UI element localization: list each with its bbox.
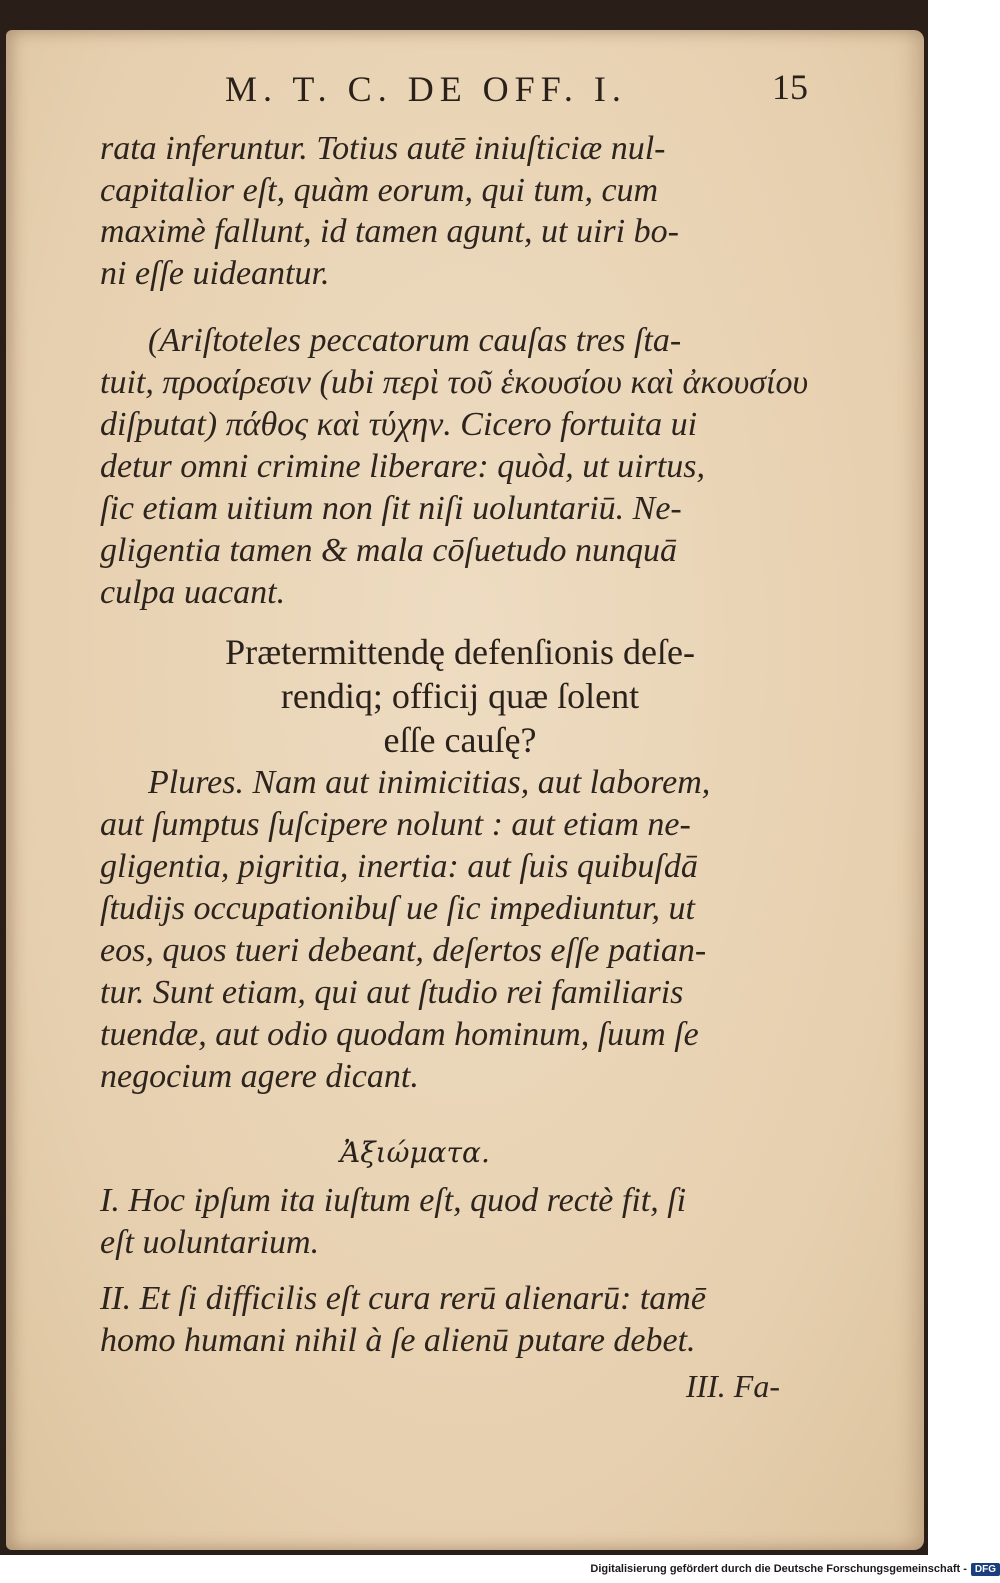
text-line: gligentia, pigritia, inertia: aut ſuis quibuſdā [100, 848, 698, 885]
catchword: III. Fa- [685, 1368, 780, 1404]
axioms-heading: Ἀξιώματα. [340, 1136, 490, 1169]
paragraph-1 [100, 128, 800, 294]
heading-line: eſſe cauſę? [383, 720, 537, 760]
paragraph-3 [100, 762, 800, 1098]
axiom-2 [100, 1278, 820, 1362]
digitization-credit [560, 1558, 1000, 1580]
text-line: aut ſumptus ſuſcipere nolunt : aut etiam ne- [100, 806, 691, 843]
text-line: maximè fallunt, id tamen agunt, ut uiri bo- [100, 213, 679, 250]
text-line: I. Hoc ipſum ita iuſtum eſt, quod rectè fit, ſi [100, 1182, 687, 1219]
text-line: detur omni crimine liberare: quòd, ut uirtus, [100, 448, 706, 485]
text-line: eos, quos tueri debeant, deſertos eſſe patian- [100, 932, 707, 969]
text-line: tur. Sunt etiam, qui aut ſtudio rei familiaris [100, 974, 684, 1011]
dfg-logo[interactable]: DFG [971, 1563, 1000, 1576]
text-line: gligentia tamen & mala cōſuetudo nunquā [100, 532, 677, 569]
credit-text: Digitalisierung gefördert durch die Deutsche Forschungsgemeinschaft - [590, 1563, 967, 1575]
text-line: homo humani nihil à ſe alienū putare debet. [100, 1322, 696, 1359]
text-line: ni eſſe uideantur. [100, 254, 330, 292]
text-line: Plures. Nam aut inimicitias, aut laborem, [148, 764, 711, 801]
text-line: II. Et ſi difficilis eſt cura rerū alienarū: tamē [100, 1280, 706, 1317]
text-line: culpa uacant. [100, 574, 286, 611]
axiom-1 [100, 1180, 820, 1264]
running-title: M. T. C. DE OFF. I. [225, 69, 627, 109]
text-line: diſputat) πάθος καὶ τύχην. Cicero fortuita ui [100, 406, 698, 443]
heading-line: rendiq; officij quæ ſolent [280, 676, 640, 716]
text-line: negocium agere dicant. [100, 1058, 419, 1095]
text-line: eſt uoluntarium. [100, 1224, 320, 1261]
text-line: ſtudijs occupationibuſ ue ſic impediuntur, ut [100, 890, 695, 927]
text-line: (Ariſtoteles peccatorum cauſas tres ſta- [148, 322, 682, 359]
section-heading [140, 630, 780, 762]
paragraph-2 [100, 320, 809, 614]
text-line: rata inferuntur. Totius autē iniuſticiæ nul- [100, 130, 666, 167]
text-line: tuit, προαίρεσιν (ubi περὶ τοῦ ἑκουσίου καὶ ἀκουσίου [100, 364, 809, 401]
text-line: tuendæ, aut odio quodam hominum, ſuum ſe [100, 1016, 699, 1053]
text-line: ſic etiam uitium non ſit niſi uoluntariū. Ne- [100, 490, 682, 527]
page-number: 15 [772, 67, 808, 107]
text-line: capitalior eſt, quàm eorum, qui tum, cum [100, 171, 659, 209]
heading-line: Prætermittendę defenſionis deſe- [225, 632, 695, 672]
